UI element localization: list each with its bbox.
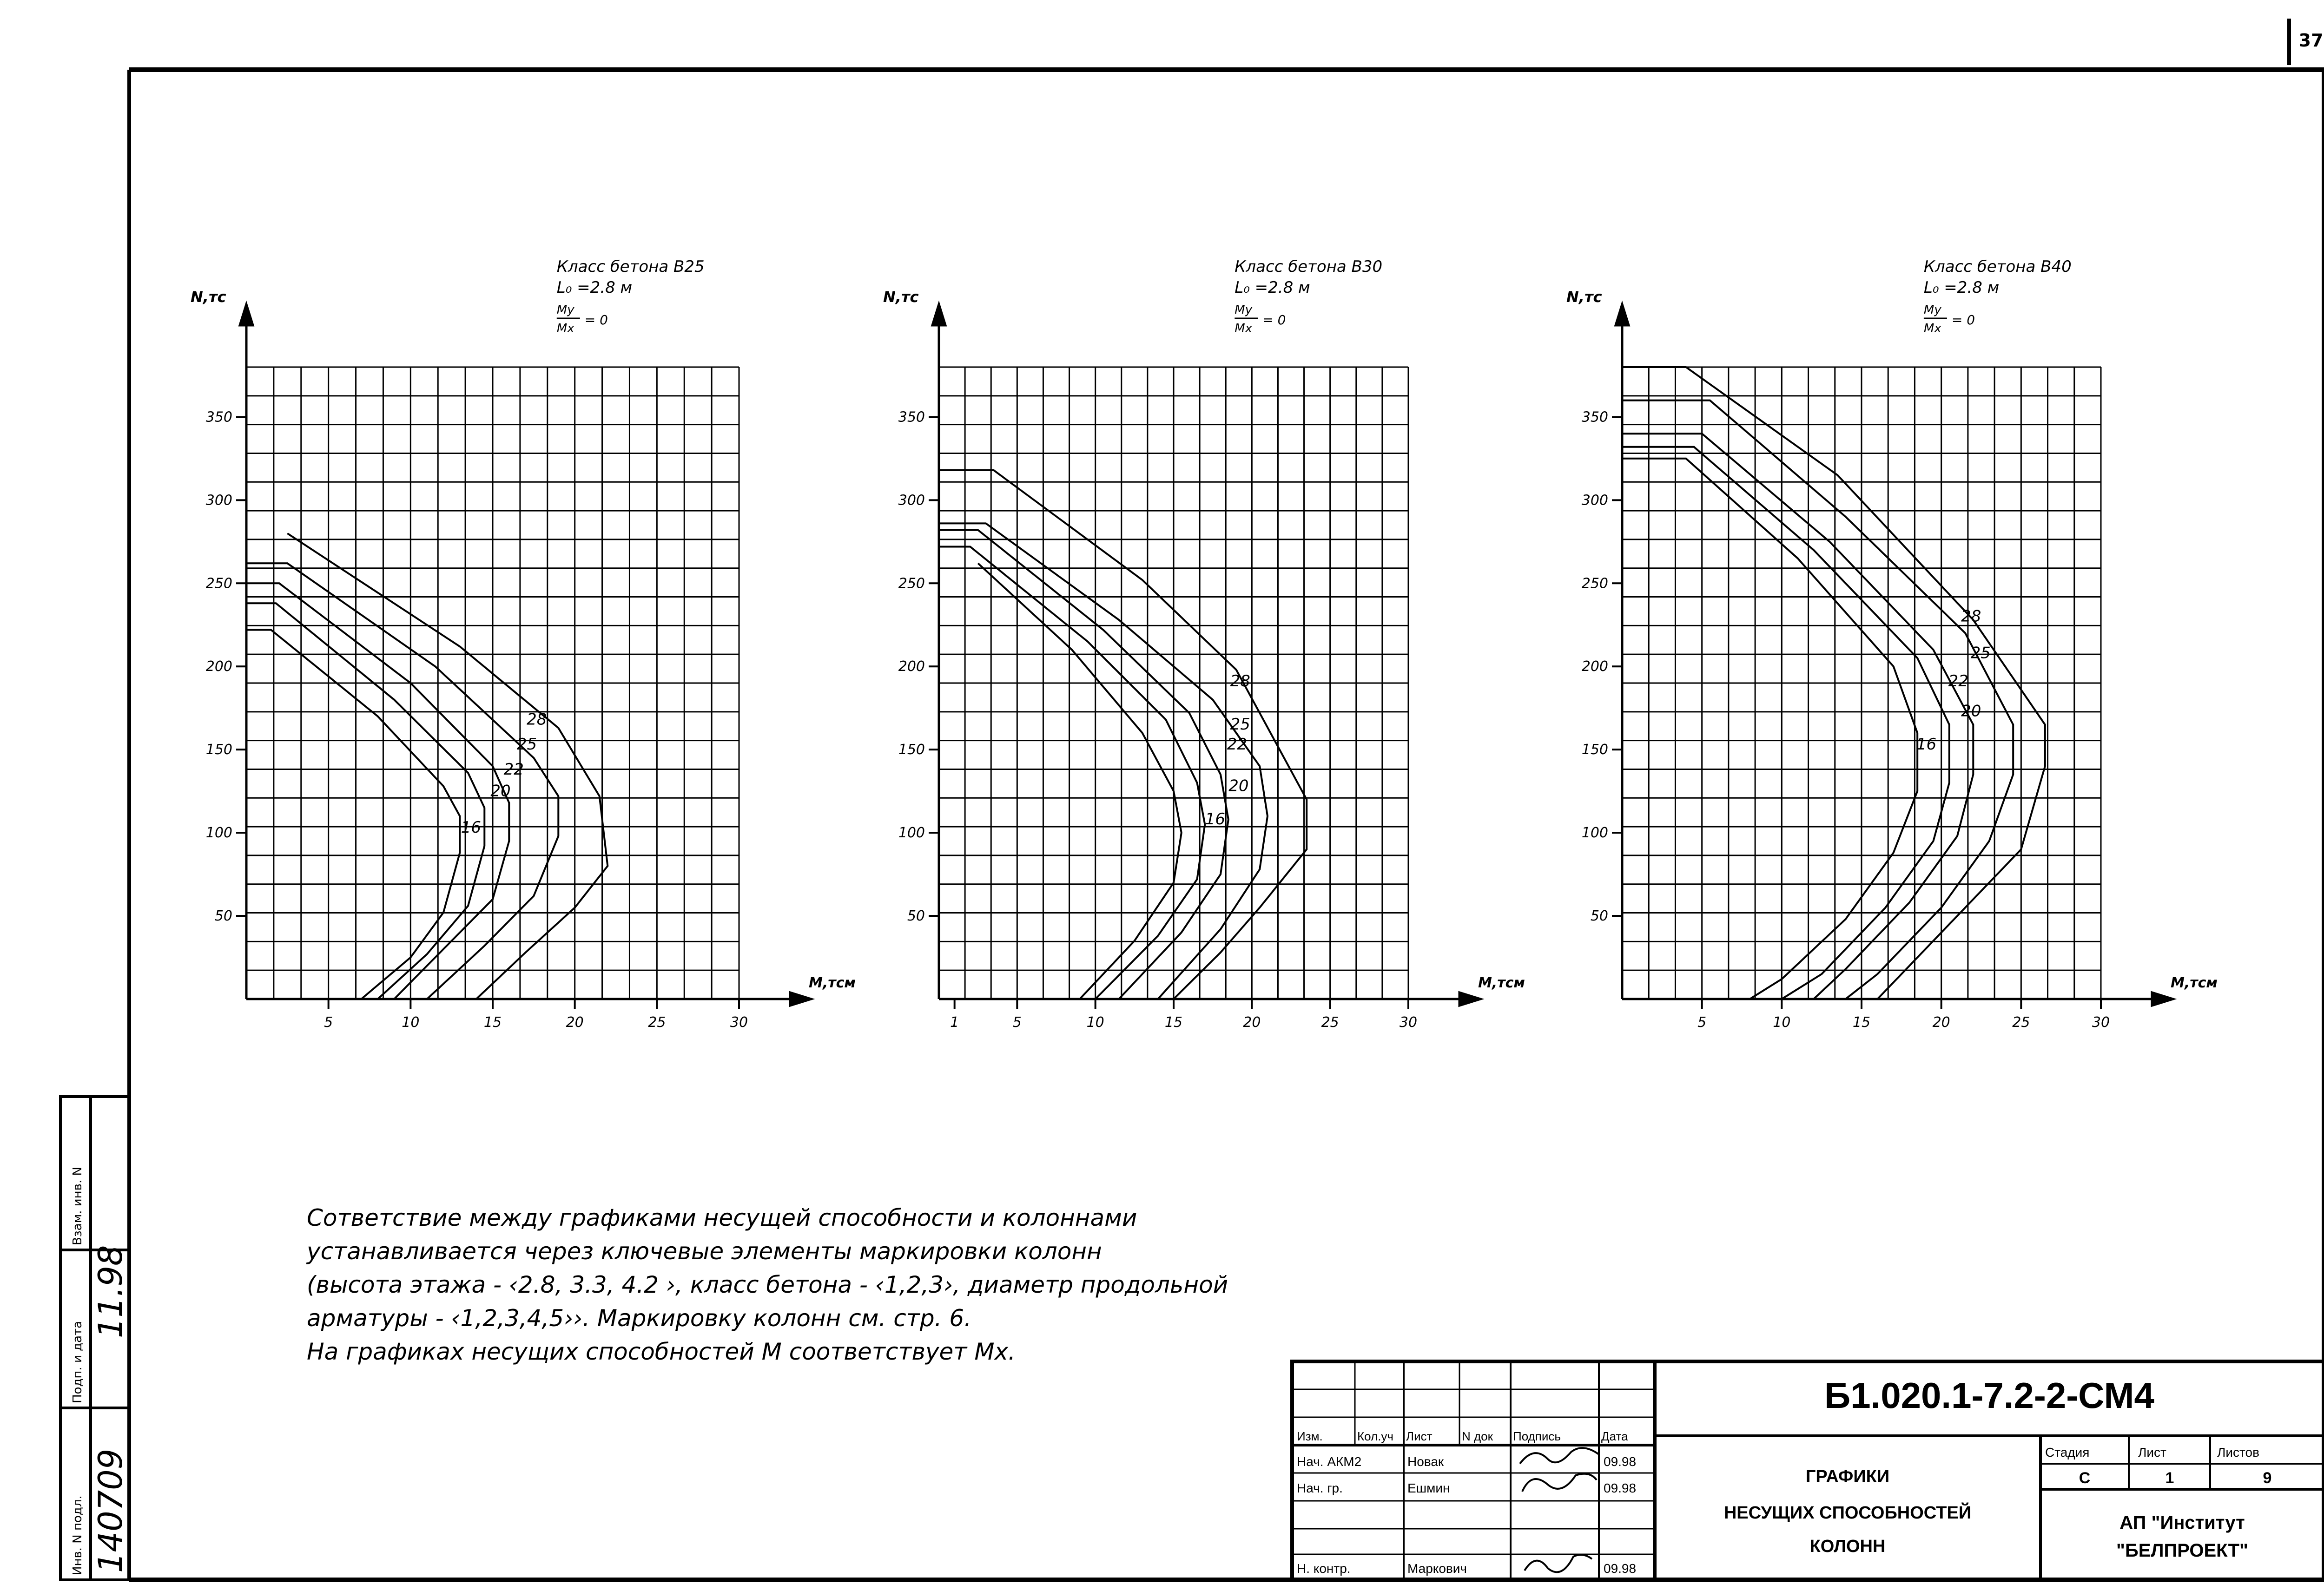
row-date-1: 09.98 [1604, 1454, 1637, 1469]
y-tick-label: 150 [898, 742, 925, 758]
series-curve-16 [246, 630, 460, 999]
x-tick-label: 30 [1399, 1014, 1418, 1031]
y-tick-label: 100 [1581, 825, 1608, 842]
chart-title: Класс бетона В30 [1235, 257, 1383, 276]
row-name-2: Ешмин [1407, 1481, 1450, 1495]
y-tick-label: 300 [1581, 492, 1608, 509]
row-name-1: Новак [1407, 1454, 1444, 1469]
length-label: L₀ =2.8 м [1923, 278, 2000, 297]
y-tick-label: 50 [907, 908, 925, 925]
y-tick-label: 350 [898, 409, 925, 426]
col-header-podpis: Подпись [1513, 1429, 1561, 1443]
curve-label: 28 [527, 710, 547, 729]
curve-label: 20 [1961, 702, 1981, 721]
col-header-data: Дата [1601, 1429, 1628, 1443]
x-tick-label: 10 [1773, 1014, 1791, 1031]
curve-labels [1205, 672, 1250, 828]
title-block-text [1297, 1375, 2271, 1576]
series-curve-16 [978, 563, 1182, 999]
chart-title: Класс бетона В40 [1923, 257, 2072, 276]
sheets-header: Листов [2217, 1445, 2259, 1460]
x-axis-arrow [2152, 993, 2173, 1006]
series-curve-20 [939, 547, 1205, 999]
curve-label: 22 [503, 760, 524, 779]
chart-title: Класс бетона В25 [556, 257, 705, 276]
y-axis-label: N,тс [191, 288, 226, 306]
curve-label: 22 [1227, 735, 1248, 754]
y-axis-arrow [932, 304, 945, 325]
curve-label: 28 [1230, 672, 1250, 691]
document-code: Б1.020.1-7.2-2-СМ4 [1824, 1375, 2154, 1416]
y-tick-label: 100 [205, 825, 232, 842]
y-axis-label: N,тс [883, 288, 919, 306]
sheet-title-line-2: НЕСУЩИХ СПОСОБНОСТЕЙ [1723, 1503, 1972, 1523]
length-label: L₀ =2.8 м [556, 278, 633, 297]
side-label-vzam: Взам. инв. N [71, 1167, 85, 1245]
series-curve-22 [939, 530, 1228, 999]
curve-label: 25 [1230, 715, 1250, 734]
y-tick-label: 200 [205, 658, 232, 675]
chart-b30 [883, 257, 1525, 1031]
row-date-3: 09.98 [1604, 1561, 1637, 1576]
ratio-numerator: My [556, 303, 574, 317]
sheet-header: Лист [2138, 1445, 2166, 1460]
ratio-denominator: Mx [1923, 322, 1941, 335]
y-tick-label: 100 [898, 825, 925, 842]
y-axis-arrow [240, 304, 253, 325]
ratio-value: = 0 [1951, 312, 1975, 328]
series-curve-22 [246, 583, 509, 999]
x-axis-label: M,тсм [1478, 975, 1525, 991]
side-label-podp: Подп. и дата [71, 1321, 85, 1403]
x-axis-label: M,тсм [2171, 975, 2218, 991]
x-tick-label: 20 [1932, 1014, 1950, 1031]
col-header-list: Лист [1406, 1429, 1433, 1443]
y-tick-label: 350 [205, 409, 232, 426]
chart-grid [1622, 367, 2101, 999]
x-tick-label: 5 [1012, 1014, 1022, 1031]
y-tick-label: 350 [1581, 409, 1608, 426]
chart-ticks [1582, 409, 2110, 1031]
side-value-inv: 140709 [92, 1448, 130, 1573]
sheet-value: 1 [2165, 1469, 2174, 1487]
chart-ticks [206, 409, 748, 1031]
note-line-3: (высота этажа - ‹2.8, 3.3, 4.2 ›, класс бетона - ‹1,2,3›, диаметр продольной [307, 1271, 1228, 1298]
x-tick-label: 15 [1164, 1014, 1183, 1031]
curve-label: 28 [1961, 607, 1981, 626]
side-value-date: 11.98 [92, 1245, 130, 1338]
ratio-denominator: Mx [1235, 322, 1253, 335]
y-tick-label: 250 [205, 575, 232, 592]
curve-label: 22 [1948, 672, 1968, 691]
ratio-numerator: My [1235, 303, 1253, 317]
organization-line-1: АП "Институт [2119, 1512, 2245, 1533]
x-tick-label: 15 [483, 1014, 502, 1031]
row-date-2: 09.98 [1604, 1481, 1637, 1495]
x-axis-label: M,тсм [809, 975, 856, 991]
y-tick-label: 250 [898, 575, 925, 592]
y-tick-label: 50 [214, 908, 232, 925]
x-tick-label: 5 [1697, 1014, 1707, 1031]
series-curve-25 [246, 563, 558, 999]
chart-grid [246, 367, 739, 999]
ratio-denominator: Mx [556, 322, 574, 335]
organization-line-2: "БЕЛПРОЕКТ" [2116, 1540, 2248, 1561]
y-tick-label: 50 [1590, 908, 1608, 925]
row-role-2: Нач. гр. [1297, 1481, 1343, 1495]
page-number: 37 [2298, 30, 2324, 51]
note-line-1: Сответствие между графиками несущей способности и колоннами [307, 1204, 1137, 1231]
note-line-2: устанавливается через ключевые элементы маркировки колонн [307, 1238, 1102, 1265]
y-tick-label: 300 [898, 492, 925, 509]
x-tick-label: 25 [2012, 1014, 2030, 1031]
x-tick-label: 20 [1243, 1014, 1261, 1031]
col-header-ndok: N док [1462, 1429, 1493, 1443]
y-tick-label: 200 [1581, 658, 1608, 675]
col-header-koluch: Кол.уч [1357, 1429, 1393, 1443]
row-role-1: Нач. АКМ2 [1297, 1454, 1362, 1469]
side-label-inv-n: Инв. N подл. [71, 1495, 85, 1575]
stage-header: Стадия [2045, 1445, 2090, 1460]
ratio-value: = 0 [1262, 312, 1286, 328]
note-text [307, 1201, 1376, 1368]
note-line-5: На графиках несущих способностей M соответствует Mx. [307, 1338, 1016, 1365]
chart-b40 [1566, 257, 2218, 1031]
curve-label: 16 [461, 818, 481, 837]
y-axis-arrow [1616, 304, 1629, 325]
y-tick-label: 200 [898, 658, 925, 675]
ratio-numerator: My [1923, 303, 1941, 317]
y-tick-label: 300 [205, 492, 232, 509]
x-tick-label: 5 [324, 1014, 333, 1031]
signatures [1520, 1448, 1599, 1572]
curve-label: 20 [490, 782, 511, 801]
curve-label: 16 [1205, 810, 1225, 829]
y-tick-label: 150 [1581, 742, 1608, 758]
series-curve-20 [1622, 447, 1949, 999]
x-tick-label: 1 [950, 1014, 959, 1031]
series-curve-25 [1622, 401, 2013, 999]
y-tick-label: 250 [1581, 575, 1608, 592]
curve-label: 25 [1970, 644, 1991, 663]
sheets-value: 9 [2263, 1469, 2272, 1487]
ratio-value: = 0 [584, 312, 608, 328]
curve-label: 20 [1228, 776, 1249, 796]
chart-b25 [191, 257, 856, 1031]
series-curve-20 [246, 603, 484, 999]
x-tick-label: 30 [730, 1014, 748, 1031]
x-axis-arrow [790, 993, 811, 1006]
x-tick-label: 15 [1852, 1014, 1871, 1031]
sheet-title-line-1: ГРАФИКИ [1805, 1467, 1890, 1486]
x-tick-label: 25 [648, 1014, 666, 1031]
curve-label: 16 [1916, 735, 1937, 754]
x-tick-label: 10 [402, 1014, 420, 1031]
x-tick-label: 10 [1086, 1014, 1104, 1031]
y-axis-label: N,тс [1566, 288, 1602, 306]
chart-ticks [898, 409, 1417, 1031]
col-header-izm: Изм. [1297, 1429, 1323, 1443]
x-tick-label: 20 [566, 1014, 584, 1031]
row-role-3: Н. контр. [1297, 1561, 1351, 1576]
row-name-3: Маркович [1407, 1561, 1467, 1576]
sheet-title-line-3: КОЛОНН [1809, 1537, 1886, 1556]
stage-value: С [2079, 1469, 2091, 1487]
x-tick-label: 30 [2092, 1014, 2110, 1031]
note-line-4: арматуры - ‹1,2,3,4,5››. Маркировку колонн см. стр. 6. [307, 1305, 972, 1332]
length-label: L₀ =2.8 м [1235, 278, 1310, 297]
y-tick-label: 150 [205, 742, 232, 758]
x-tick-label: 25 [1321, 1014, 1339, 1031]
chart-grid [939, 367, 1408, 999]
series-curve-25 [939, 523, 1268, 999]
curve-label: 25 [516, 735, 537, 754]
x-axis-arrow [1459, 993, 1480, 1006]
